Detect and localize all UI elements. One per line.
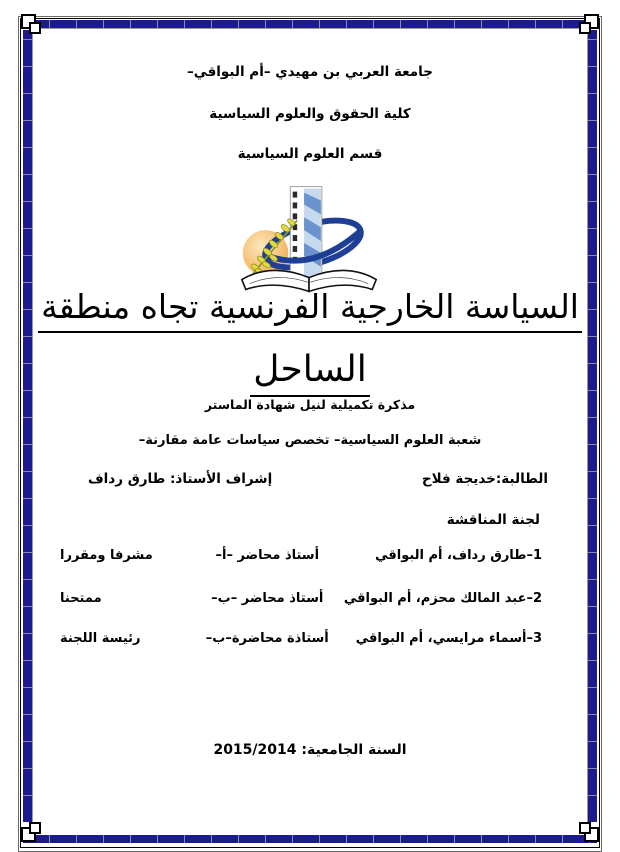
- university-oeb-logo: [226, 186, 394, 301]
- corner-knot-top-left: [21, 14, 43, 36]
- member-rank: أستاذة محاضرة–ب–: [205, 631, 329, 646]
- member-role: رئيسة اللجنة: [60, 631, 141, 646]
- member-role: ممتحنا: [60, 591, 102, 606]
- corner-knot-bottom-left: [21, 820, 43, 842]
- committee-member-row: [0, 591, 620, 606]
- corner-knot-top-right: [577, 14, 599, 36]
- member-name: 2–عبد المالك محزم، أم البواقي: [343, 591, 542, 606]
- member-rank: أستاذ محاضر –ب–: [211, 591, 324, 606]
- member-name: 3–أسماء مرايسي، أم البواقي: [355, 631, 542, 646]
- university-logo-graphic: [226, 186, 394, 301]
- logo-building-icon: [290, 187, 322, 279]
- main-title-line2: [0, 349, 620, 397]
- academic-year: السنة الجامعية: 2015/2014: [213, 742, 407, 758]
- committee-member-row: [0, 631, 620, 646]
- faculty-name: كلية الحقوق والعلوم السياسية: [209, 106, 411, 122]
- logo-latin-caption: [226, 186, 230, 189]
- member-name: 1–طارق رداف، أم البواقي: [375, 548, 542, 563]
- main-title-line1-text: السياسة الخارجية الفرنسية تجاه منطقة: [38, 287, 582, 333]
- student-supervisor-row: [0, 471, 620, 487]
- border-band-top: [23, 20, 597, 28]
- memo-type: مذكرة تكميلية لنيل شهادة الماستر: [204, 397, 416, 412]
- department-name: قسم العلوم السياسية: [237, 146, 383, 162]
- supervisor-name: إشراف الأستاذ: طارق رداف: [88, 471, 273, 487]
- border-band-bottom: [23, 835, 597, 843]
- main-title-line1: [0, 287, 620, 333]
- committee-heading: لجنة المناقشة: [446, 512, 540, 528]
- branch-specialty: شعبة العلوم السياسية– تخصص سياسات عامة مقارنة–: [138, 433, 482, 448]
- member-role: مشرفا ومقررا: [60, 548, 153, 563]
- university-name: جامعة العربي بن مهيدي –أم البواقي–: [187, 64, 433, 80]
- committee-member-row: [0, 548, 620, 563]
- student-name: الطالبة:خديجة فلاح: [421, 471, 548, 487]
- main-title-line2-text: الساحل: [250, 349, 370, 397]
- logo-arabic-caption: [226, 186, 229, 189]
- corner-knot-bottom-right: [577, 820, 599, 842]
- member-rank: أستاذ محاضر –أ–: [215, 548, 320, 563]
